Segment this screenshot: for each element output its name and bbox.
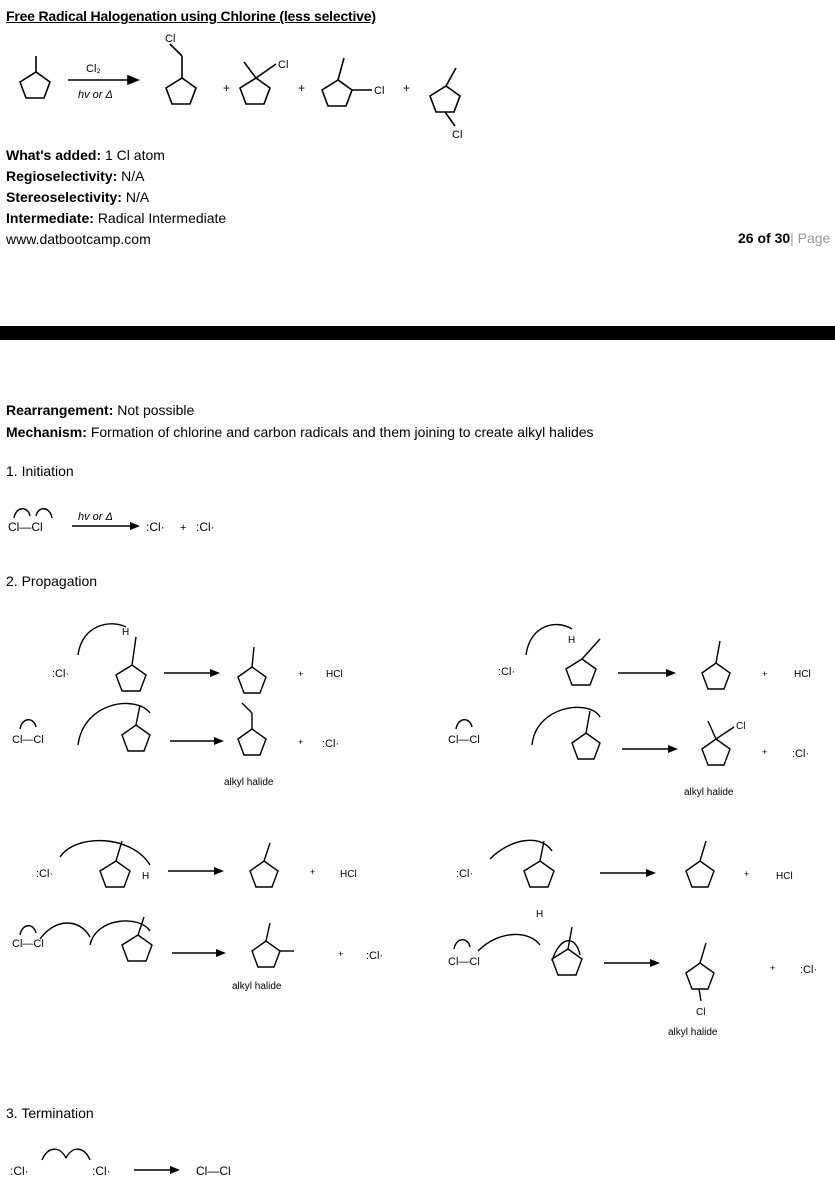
chlorine-radical: :Cl· [36,868,54,880]
chlorine-radical: :Cl· [52,668,70,680]
field-whats-added: What's added: 1 Cl atom [6,147,165,163]
termination-scheme [0,1140,300,1185]
svg-text:+: + [298,669,304,679]
chlorine-radical: :Cl· [456,868,474,880]
chlorine-radical: :Cl· [10,1164,29,1178]
hcl-product: HCl [340,869,357,880]
step-termination-heading: 3. Termination [6,1105,94,1121]
cl2-molecule: Cl—Cl [448,734,480,746]
chlorine-radical: :Cl· [92,1164,111,1178]
step-propagation-heading: 2. Propagation [6,573,98,589]
mechanism-properties [6,399,594,443]
hydrogen-label: H [122,627,130,638]
reaction-properties [6,145,226,250]
reagent-label: Cl₂ [86,63,101,75]
hydrogen-label: H [536,909,544,920]
page-title: Free Radical Halogenation using Chlorine (less selective) [6,8,376,24]
cl-label: Cl [736,721,746,732]
chlorine-radical: :Cl· [498,666,516,678]
cl2-molecule: Cl—Cl [12,734,44,746]
field-rearrangement: Rearrangement: Not possible [6,402,195,418]
field-intermediate: Intermediate: Radical Intermediate [6,210,227,226]
cl-label: Cl [374,85,385,97]
chlorine-radical: :Cl· [322,738,340,750]
cl-label: Cl [165,33,176,45]
website-link[interactable]: www.datbootcamp.com [6,231,151,247]
plus-sign: + [298,81,306,95]
alkyl-halide-caption: alkyl halide [684,787,734,798]
svg-text:+: + [298,737,304,747]
cl2-molecule: Cl—Cl [12,938,44,950]
field-stereoselectivity: Stereoselectivity: N/A [6,189,150,205]
plus-sign: + [223,81,231,95]
svg-text:+: + [762,747,768,757]
cl-label: Cl [278,59,289,71]
hcl-product: HCl [794,669,811,680]
svg-text:+: + [180,522,187,534]
reactant-ring [20,72,50,98]
chlorine-radical: :Cl· [366,950,384,962]
alkyl-halide-caption: alkyl halide [668,1027,718,1038]
cl2-molecule: Cl—Cl [8,520,43,534]
chlorine-radical: :Cl· [800,964,818,976]
hcl-product: HCl [326,669,343,680]
cl2-molecule: Cl—Cl [448,956,480,968]
condition-label: hv or Δ [78,511,113,523]
field-mechanism: Mechanism: Formation of chlorine and carbon radicals and them joining to create alkyl halides [6,424,594,440]
field-regioselectivity: Regioselectivity: N/A [6,168,145,184]
plus-sign: + [403,81,411,95]
cl-label: Cl [452,129,463,141]
condition-label: hv or Δ [78,89,113,101]
overall-reaction-scheme [0,26,835,146]
chlorine-radical: :Cl· [146,520,165,534]
chlorine-radical: :Cl· [792,748,810,760]
propagation-schemes [0,605,835,1055]
alkyl-halide-caption: alkyl halide [232,981,282,992]
svg-text:+: + [338,949,344,959]
cl-label: Cl [696,1007,706,1018]
hydrogen-label: H [142,871,150,882]
initiation-scheme [0,500,300,545]
svg-text:+: + [770,963,776,973]
page-number: 26 of 30| Page [738,230,831,246]
chlorine-radical: :Cl· [196,520,215,534]
cl2-product: Cl—Cl [196,1164,231,1178]
alkyl-halide-caption: alkyl halide [224,777,274,788]
page-break [0,326,835,340]
step-initiation-heading: 1. Initiation [6,463,74,479]
svg-text:+: + [310,867,316,877]
svg-text:+: + [744,869,750,879]
svg-text:+: + [762,669,768,679]
hcl-product: HCl [776,871,793,882]
hydrogen-label: H [568,635,576,646]
